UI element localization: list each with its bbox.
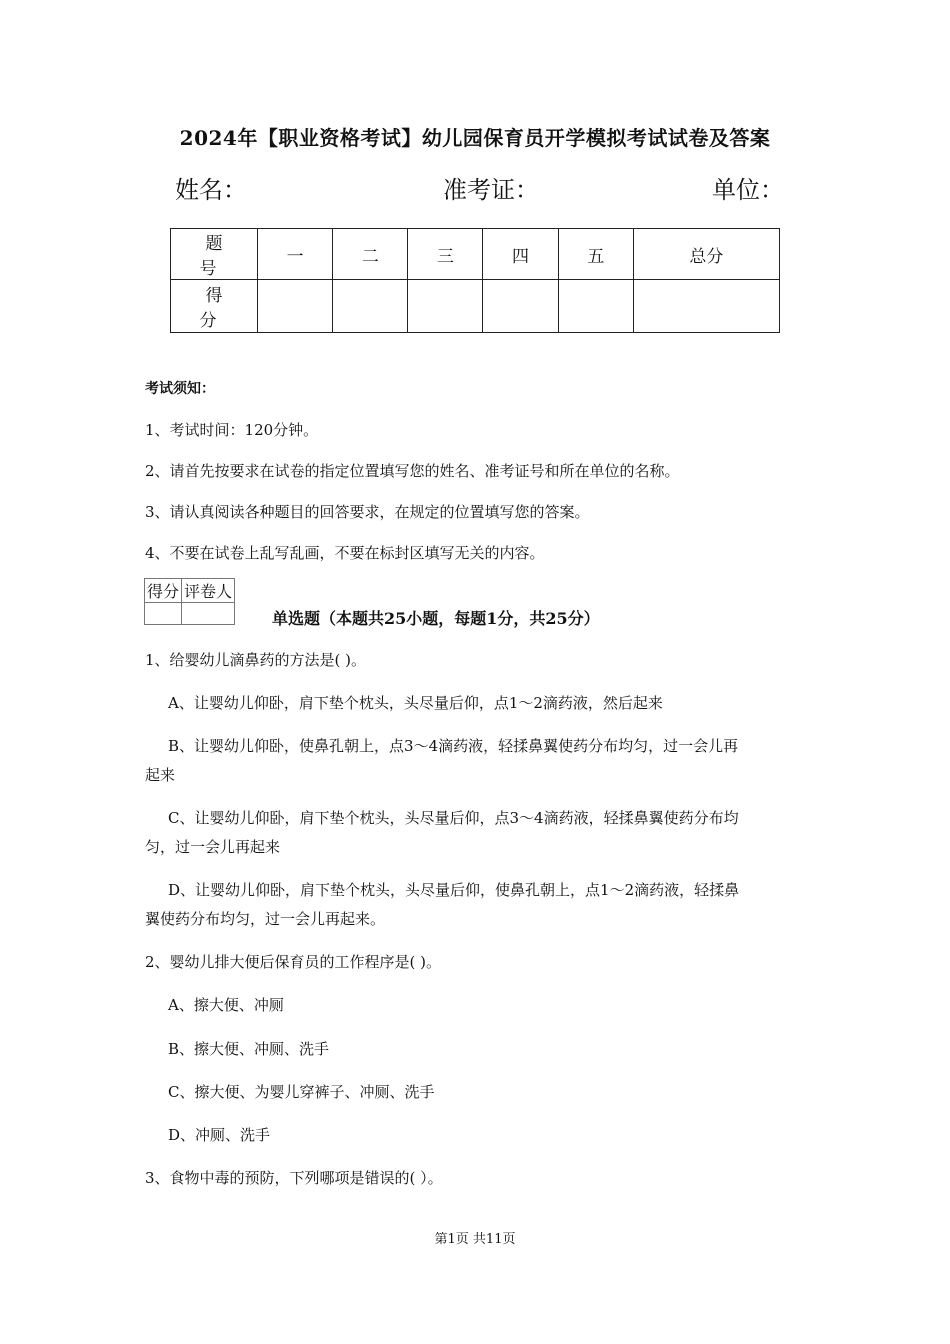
question-option-continuation: 匀，过一会儿再起来 [145,838,281,856]
question-option: A、擦大便、冲厕 [168,996,284,1014]
score-cell [408,280,483,333]
question-option-continuation: 翼使药分布均匀，过一会儿再起来。 [145,910,386,928]
question-option: A、让婴幼儿仰卧，肩下垫个枕头，头尽量后仰，点1～2滴药液，然后起来 [168,694,663,712]
page-title: 2024年【职业资格考试】幼儿园保育员开学模拟考试试卷及答案 [179,126,771,150]
score-cell [633,280,779,333]
page-footer: 第1页 共11页 [434,1232,516,1247]
score-table-header-cell: 四 [483,229,558,280]
section-title: 单选题（本题共25小题，每题1分，共25分） [272,609,600,628]
exam-number-field-label: 准考证： [443,176,539,204]
question-option: D、让婴幼儿仰卧，肩下垫个枕头，头尽量后仰，使鼻孔朝上，点1～2滴药液，轻揉鼻 [168,881,740,899]
name-field-label: 姓名： [175,176,247,204]
grader-score-label: 得分 [145,579,182,603]
grader-score-cell [145,603,182,625]
question-option: B、擦大便、冲厕、洗手 [168,1040,330,1058]
grader-box [144,578,235,625]
notice-item: 3、请认真阅读各种题目的回答要求，在规定的位置填写您的答案。 [145,503,590,521]
question-stem: 2、婴幼儿排大便后保育员的工作程序是( )。 [145,953,442,971]
score-table-header-cell: 三 [408,229,483,280]
score-row-label: 得 分 [171,280,258,333]
grader-reviewer-label: 评卷人 [182,579,235,603]
score-table-score-row [171,280,780,333]
score-cell [333,280,408,333]
notice-item: 1、考试时间：120分钟。 [145,421,319,439]
notice-item: 2、请首先按要求在试卷的指定位置填写您的姓名、准考证号和所在单位的名称。 [145,462,680,480]
notice-item: 4、不要在试卷上乱写乱画，不要在标封区填写无关的内容。 [145,544,545,562]
unit-field-label: 单位： [712,176,784,204]
question-option: B、让婴幼儿仰卧，使鼻孔朝上，点3～4滴药液，轻揉鼻翼使药分布均匀，过一会儿再 [168,737,739,755]
score-cell [258,280,333,333]
score-table-header-cell: 五 [558,229,633,280]
score-table-header-row [171,229,780,280]
question-option: D、冲厕、洗手 [168,1126,271,1144]
score-table-header-cell: 题 号 [171,229,258,280]
notice-heading: 考试须知： [145,381,215,397]
question-option: C、擦大便、为婴儿穿裤子、冲厕、洗手 [168,1083,435,1101]
grader-reviewer-cell [182,603,235,625]
question-option-continuation: 起来 [145,766,176,784]
score-cell [483,280,558,333]
score-table-header-cell: 一 [258,229,333,280]
score-table-header-cell: 总分 [633,229,779,280]
question-stem: 3、食物中毒的预防，下列哪项是错误的( ）。 [145,1169,443,1187]
score-table-header-cell: 二 [333,229,408,280]
score-table [170,228,780,333]
question-stem: 1、给婴幼儿滴鼻药的方法是( )。 [145,651,367,669]
score-cell [558,280,633,333]
question-option: C、让婴幼儿仰卧，肩下垫个枕头，头尽量后仰，点3～4滴药液，轻揉鼻翼使药分布均 [168,809,739,827]
